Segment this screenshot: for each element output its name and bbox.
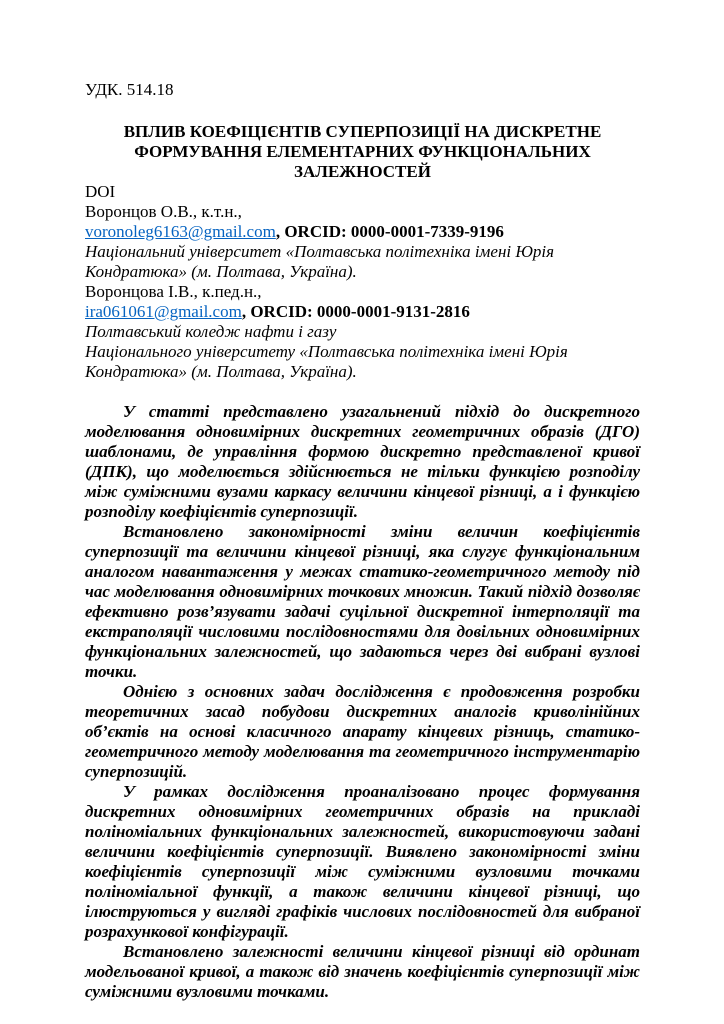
abstract-paragraph: У рамках дослідження проаналізовано процес формування дискретних одновимірних геометричних образів на прикладі поліноміальних функціональних залежностей, використовуючи задані величини коефіцієнтів суперпозиції. Виявлено закономірності зміни коефіцієнтів суперпозиції між суміжними вузловими точками поліноміальної функції, а також величини кінцевої різниці, що ілюструються у вигляді графіків числових послідовностей для вибраної розрахункової конфігурації.: [85, 782, 640, 941]
abstract-paragraph: Встановлено залежності величини кінцевої різниці від ординат модельованої кривої, а також від значень коефіцієнтів суперпозиції між суміжними вузловими точками.: [85, 942, 640, 1001]
author-1-name: Воронцов О.В., к.т.н.,: [85, 202, 242, 221]
author-2-affiliation-line1: Полтавський коледж нафти і газу: [85, 322, 337, 341]
abstract-paragraph: У статті представлено узагальнений підхід до дискретного моделювання одновимірних дискретних геометричних образів (ДГО) шаблонами, де управління формою дискретно представленої кривої (ДПК), що моделюється здійснюється не тільки функцією розподілу між суміжними вузами каркасу величини кінцевої різниці, а і функцією розподілу коефіцієнтів суперпозиції.: [85, 402, 640, 521]
author-1-affiliation: Національний університет «Полтавська політехніка імені Юрія Кондратюка» (м. Полтава, Україна).: [85, 242, 555, 281]
author-block: [85, 182, 640, 382]
author-2-orcid: ORCID: 0000-0001-9131-2816: [246, 302, 470, 321]
author-2-email-separator: ,: [241, 302, 247, 321]
doi-label: DOI: [85, 182, 116, 201]
author-1-email-link[interactable]: voronoleg6163@gmail.com: [85, 222, 276, 241]
abstract-paragraph: Встановлено закономірності зміни величин коефіцієнтів суперпозиції та величини кінцевої різниці, яка слугує функціональним аналогом навантаження у межах статико-геометричного методу під час моделювання одновимірних точкових множин. Такий підхід дозволяє ефективно розв’язувати задачі суцільної дискретної інтерполяції та екстраполяції числовими послідовностями для довільних одновимірних функціональних залежностей, що задаються через дві вибрані вузлові точки.: [85, 522, 640, 681]
author-2-affiliation-line2: Національного університету «Полтавська політехніка імені Юрія Кондратюка» (м. Полтава, Україна).: [85, 342, 568, 381]
author-1-contact-line: [85, 222, 640, 242]
author-2-email-link[interactable]: ira061061@gmail.com: [85, 302, 242, 321]
paper-title: ВПЛИВ КОЕФІЦІЄНТІВ СУПЕРПОЗИЦІЇ НА ДИСКРЕТНЕ ФОРМУВАННЯ ЕЛЕМЕНТАРНИХ ФУНКЦІОНАЛЬНИХ ЗАЛЕЖНОСТЕЙ: [123, 122, 602, 181]
abstract-paragraph: Однією з основних задач дослідження є продовження розробки теоретичних засад побудови дискретних аналогів криволінійних об’єктів на основі класичного апарату кінцевих різниць, статико-геометричного методу моделювання та геометричного інструментарію суперпозицій.: [85, 682, 640, 781]
author-2-contact-line: [85, 302, 640, 322]
author-2-name: Воронцова І.В., к.пед.н.,: [85, 282, 262, 301]
abstract-section: [85, 402, 640, 1002]
author-1-email-separator: ,: [275, 222, 281, 241]
author-1-orcid: ORCID: 0000-0001-7339-9196: [280, 222, 504, 241]
udc-code: УДК. 514.18: [85, 80, 174, 99]
